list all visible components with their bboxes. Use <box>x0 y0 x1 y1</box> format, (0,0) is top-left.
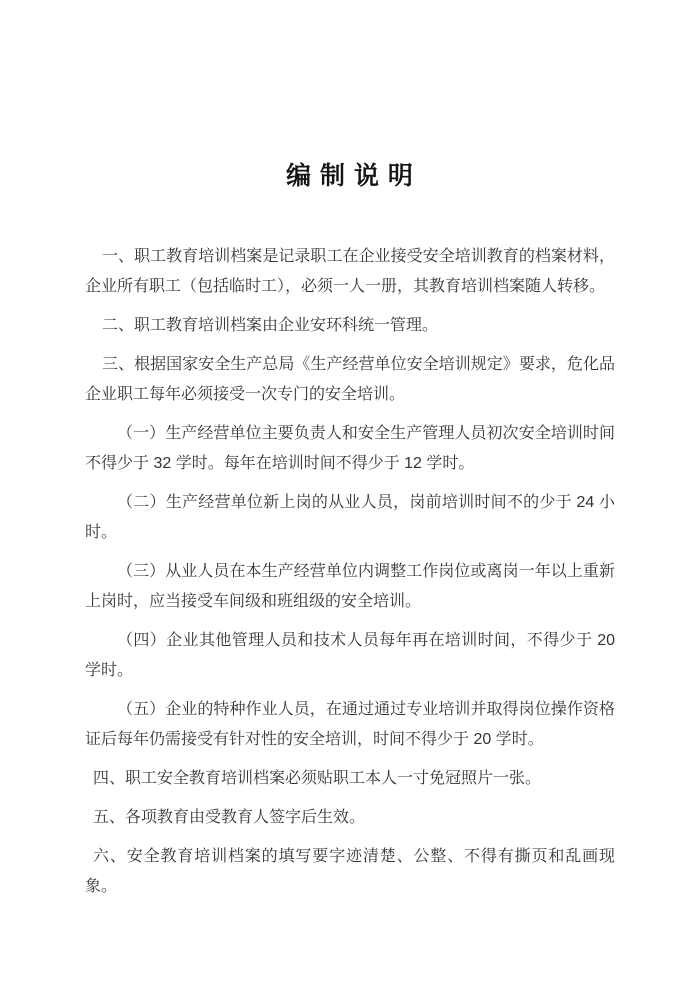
paragraph-item-3: 三、根据国家安全生产总局《生产经营单位安全培训规定》要求，危化品企业职工每年必须接受一次专门的安全培训。 <box>85 356 615 403</box>
document-body <box>85 242 615 902</box>
paragraph-subitem-2: （二）生产经营单位新上岗的从业人员，岗前培训时间不的少于 24 小时。 <box>85 494 615 541</box>
paragraph-subitem-4: （四）企业其他管理人员和技术人员每年再在培训时间，不得少于 20 学时。 <box>85 632 615 679</box>
document-title: 编 制 说 明 <box>286 162 414 190</box>
paragraph-item-2: 二、职工教育培训档案由企业安环科统一管理。 <box>102 317 439 334</box>
paragraph-item-4: 四、职工安全教育培训档案必须贴职工本人一寸免冠照片一张。 <box>93 770 542 787</box>
paragraph-item-6: 六、安全教育培训档案的填写要字迹清楚、公整、不得有撕页和乱画现象。 <box>85 848 615 895</box>
paragraph-subitem-5: （五）企业的特种作业人员，在通过通过专业培训并取得岗位操作资格证后每年仍需接受有针对性的安全培训，时间不得少于 20 学时。 <box>85 701 615 748</box>
paragraph-item-1: 一、职工教育培训档案是记录职工在企业接受安全培训教育的档案材料，企业所有职工（包括临时工），必须一人一册，其教育培训档案随人转移。 <box>85 248 615 295</box>
paragraph-subitem-1: （一）生产经营单位主要负责人和安全生产管理人员初次安全培训时间不得少于 32 学时。每年在培训时间不得少于 12 学时。 <box>85 425 615 472</box>
paragraph-subitem-3: （三）从业人员在本生产经营单位内调整工作岗位或离岗一年以上重新上岗时，应当接受车间级和班组级的安全培训。 <box>85 563 615 610</box>
paragraph-item-5: 五、各项教育由受教育人签字后生效。 <box>93 809 366 826</box>
